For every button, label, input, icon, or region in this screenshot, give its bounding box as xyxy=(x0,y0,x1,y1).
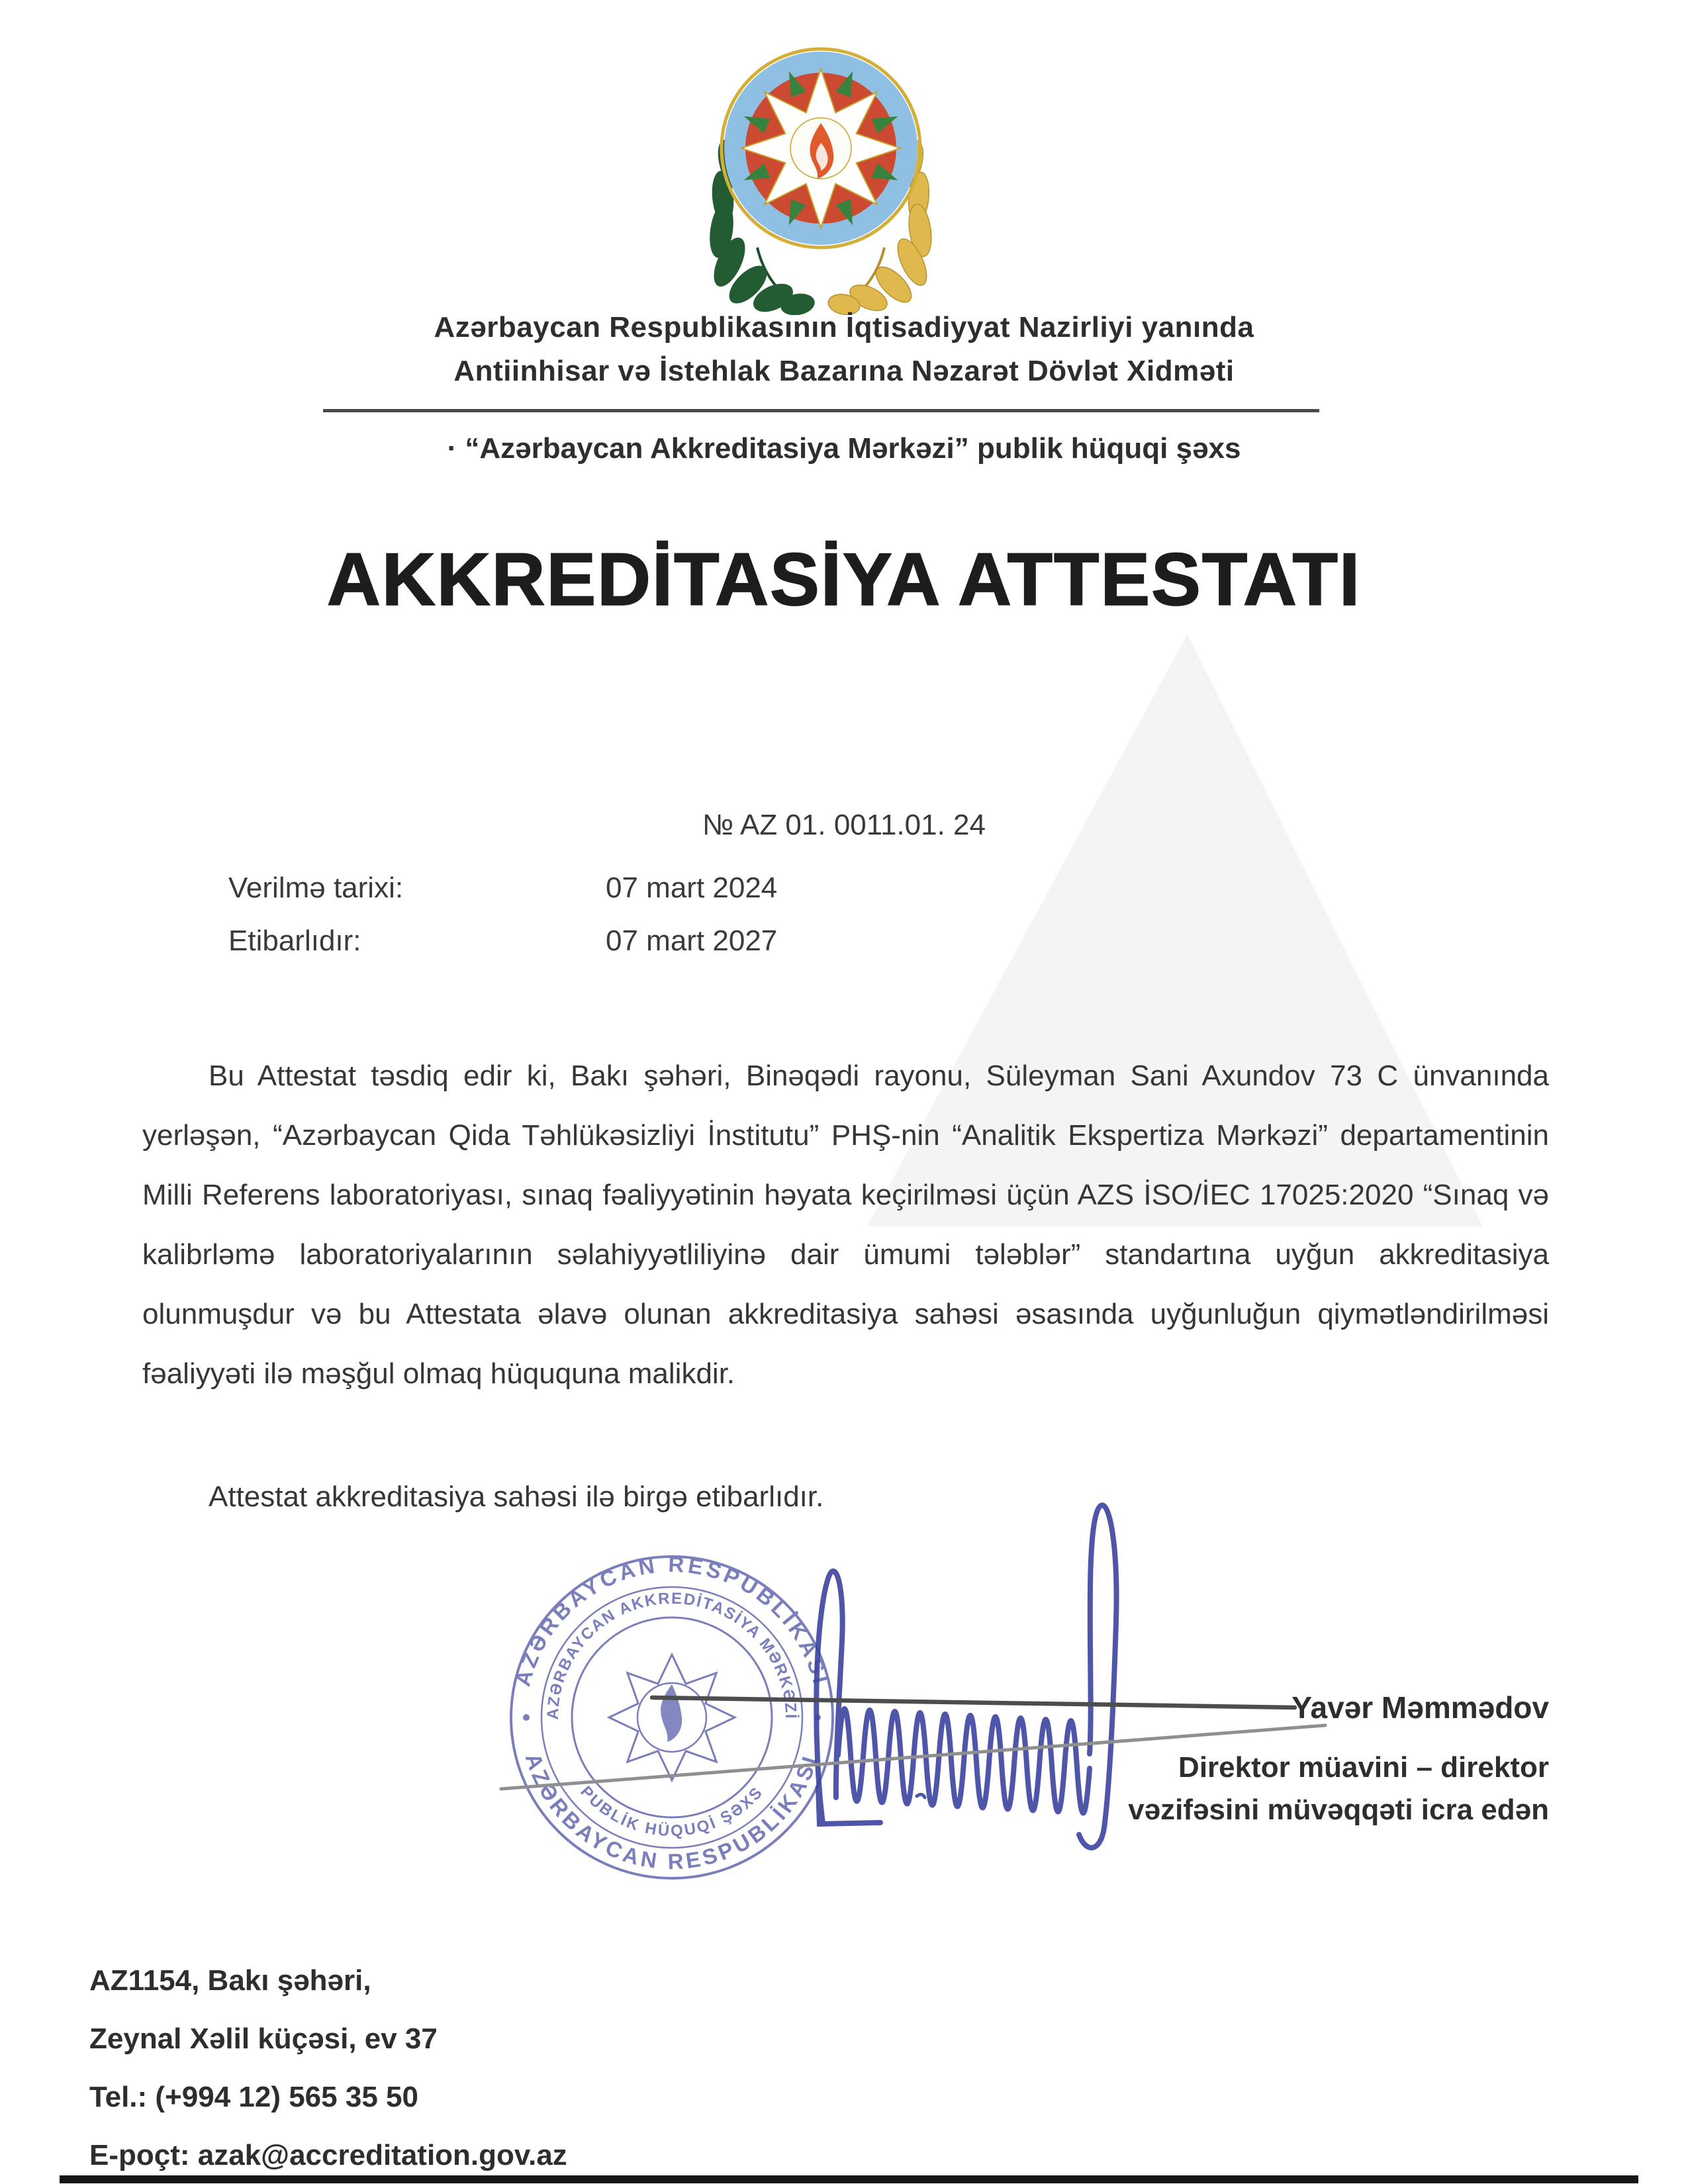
issue-date-label: Verilmə tarixi: xyxy=(228,872,404,904)
azerbaijan-emblem-icon xyxy=(702,44,940,315)
bottom-scan-bar xyxy=(60,2175,1638,2183)
stamp-text-outer-bottom: AZƏRBAYCAN RESPUBLİKASI xyxy=(520,1750,823,1874)
org-line-2: Antiinhisar və İstehlak Bazarına Nəzarət Dövlət Xidməti xyxy=(453,355,1235,387)
footer-address-line2: Zeynal Xəlil küçəsi, ev 37 xyxy=(89,2023,438,2055)
signer-name: Yavər Məmmədov xyxy=(1291,1690,1549,1725)
stamp-text-inner-bottom: PUBLİK HÜQUQİ ŞƏXS xyxy=(577,1782,767,1841)
org-line-3: · “Azərbaycan Akkreditasiya Mərkəzi” publik hüquqi şəxs xyxy=(447,432,1241,465)
footer-phone: Tel.: (+994 12) 565 35 50 xyxy=(89,2081,418,2113)
body-paragraph: Bu Attestat təsdiq edir ki, Bakı şəhəri, Binəqədi rayonu, Süleyman Sani Axundov 73 C ünvanında yerləşən, “Azərbaycan Qida Təhlükəsizliyi İnstitutu” PHŞ-nin “Analitik Ekspertiza Mərkəzi” departamentinin Milli Referens laboratoriyası, sınaq fəaliyyətinin həyata keçirilməsi üçün AZS İSO/İEC 17025:2020 “Sınaq və kalibrləmə laboratoriyalarının səlahiyyətliliyinə dair ümumi tələblər” standartına uyğun akkreditasiya olunmuşdur və bu Attestata əlavə olunan akkreditasiya sahəsi əsasında uyğunluğun qiymətləndirilməsi fəaliyyəti ilə məşğul olmaq hüququna malikdir. xyxy=(142,1060,1549,1390)
org-line-1: Azərbaycan Respublikasının İqtisadiyyat Nazirliyi yanında xyxy=(434,311,1254,343)
footer-email: E-poçt: azak@accreditation.gov.az xyxy=(89,2139,567,2171)
signer-position-line2: vəzifəsini müvəqqəti icra edən xyxy=(1128,1794,1549,1826)
footer-contact-block xyxy=(89,1952,1016,2184)
validity-note: Attestat akkreditasiya sahəsi ilə birgə etibarlıdır. xyxy=(209,1480,824,1513)
issue-date-value: 07 mart 2024 xyxy=(606,872,778,904)
stamp-text-inner-top: AZƏRBAYCAN AKKREDİTASİYA MƏRKƏZİ xyxy=(543,1589,800,1720)
certificate-number: № AZ 01. 0011.01. 24 xyxy=(702,809,986,841)
footer-address-line1: AZ1154, Bakı şəhəri, xyxy=(89,1964,371,1997)
stamp-text-outer-top: AZƏRBAYCAN RESPUBLİKASI xyxy=(510,1551,834,1689)
org-header xyxy=(0,306,1688,393)
document-title: AKKREDİTASİYA ATTESTATI xyxy=(326,538,1362,621)
emblem-shield xyxy=(722,49,920,248)
signer-position xyxy=(821,1747,1549,1831)
stamp-center-emblem xyxy=(609,1655,735,1780)
valid-until-value: 07 mart 2027 xyxy=(606,925,778,957)
header-divider xyxy=(323,409,1319,412)
signer-position-line1: Direktor müavini – direktor xyxy=(1178,1751,1549,1784)
official-stamp-icon xyxy=(510,1552,833,1878)
valid-until-label: Etibarlıdır: xyxy=(228,925,361,957)
